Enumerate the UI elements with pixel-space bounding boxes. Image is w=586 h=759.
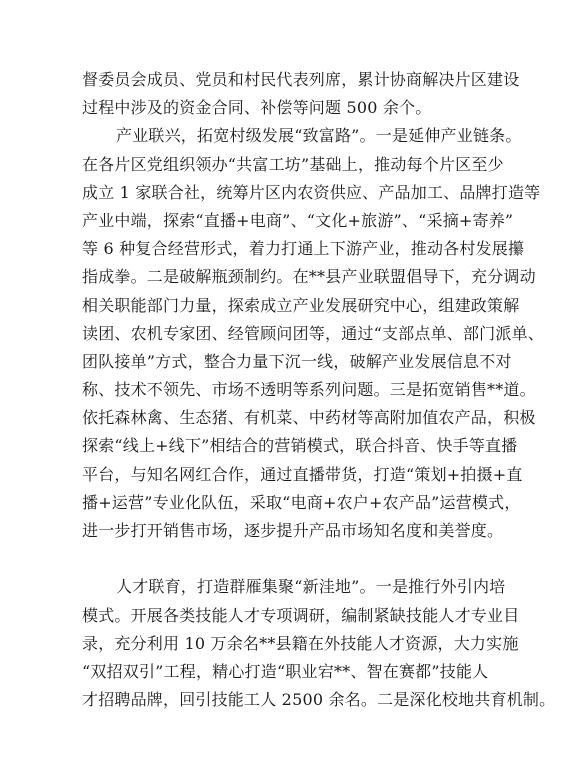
text-line: 在各片区党组织领办“共富工坊”基础上，推动每个片区至少: [82, 154, 504, 174]
text-line: 平台，与知名网红合作，通过直播带货，打造“策划+拍摄+直: [82, 464, 523, 484]
text-line: 过程中涉及的资金合同、补偿等问题 500 余个。: [82, 98, 432, 118]
body-text: [82, 66, 556, 714]
text-line: 播+运营”专业化队伍，采取“电商+农户+农产品”运营模式，: [82, 492, 521, 512]
text-line: 督委员会成员、党员和村民代表列席，累计协商解决片区建设: [82, 70, 520, 89]
text-line: 才招聘品牌，回引技能工人 2500 余名。二是深化校地共育机制。: [82, 690, 556, 710]
text-line: 成立 1 家联合社，统筹片区内农资供应、产品加工、品牌打造等: [82, 182, 541, 202]
text-line: 产业中端，探索“直播+电商”、“文化+旅游”、“采摘+寄养”: [82, 210, 514, 230]
paragraph-start-line: 人才联育，打造群雁集聚“新洼地”。一是推行外引内培: [116, 577, 506, 597]
text-line: 团队接单”方式，整合力量下沉一线，破解产业发展信息不对: [82, 351, 512, 371]
text-line: 相关职能部门力量，探索成立产业发展研究中心，组建政策解: [82, 295, 520, 315]
text-line: 读团、农机专家团、经管顾问团等，通过“支部点单、部门派单、: [82, 323, 544, 343]
text-line: 探索“线上+线下”相结合的营销模式，联合抖音、快手等直播: [82, 436, 518, 456]
text-line: “双招双引”工程，精心打造“职业宕**、智在赛都”技能人: [82, 661, 489, 681]
paragraph-start-line: 产业联兴，拓宽村级发展“致富路”。一是延伸产业链条。: [116, 126, 522, 146]
text-line: 等 6 种复合经营形式，着力打通上下游产业，推动各村发展攥: [82, 239, 525, 259]
text-line: 称、技术不领先、市场不透明等系列问题。三是拓宽销售**道。: [82, 380, 536, 400]
text-line: 模式。开展各类技能人才专项调研，编制紧缺技能人才专业目: [82, 605, 520, 625]
text-line: 指成拳。二是破解瓶颈制约。在**县产业联盟倡导下，充分调动: [82, 267, 536, 287]
blank-line: [82, 545, 522, 573]
text-line: 录，充分利用 10 万余名**县籍在外技能人才资源，大力实施: [82, 633, 519, 653]
text-line: 进一步打开销售市场，逐步提升产品市场知名度和美誉度。: [82, 521, 504, 540]
text-line: 依托森林禽、生态猪、有机菜、中药材等高附加值农产品，积极: [82, 408, 536, 428]
